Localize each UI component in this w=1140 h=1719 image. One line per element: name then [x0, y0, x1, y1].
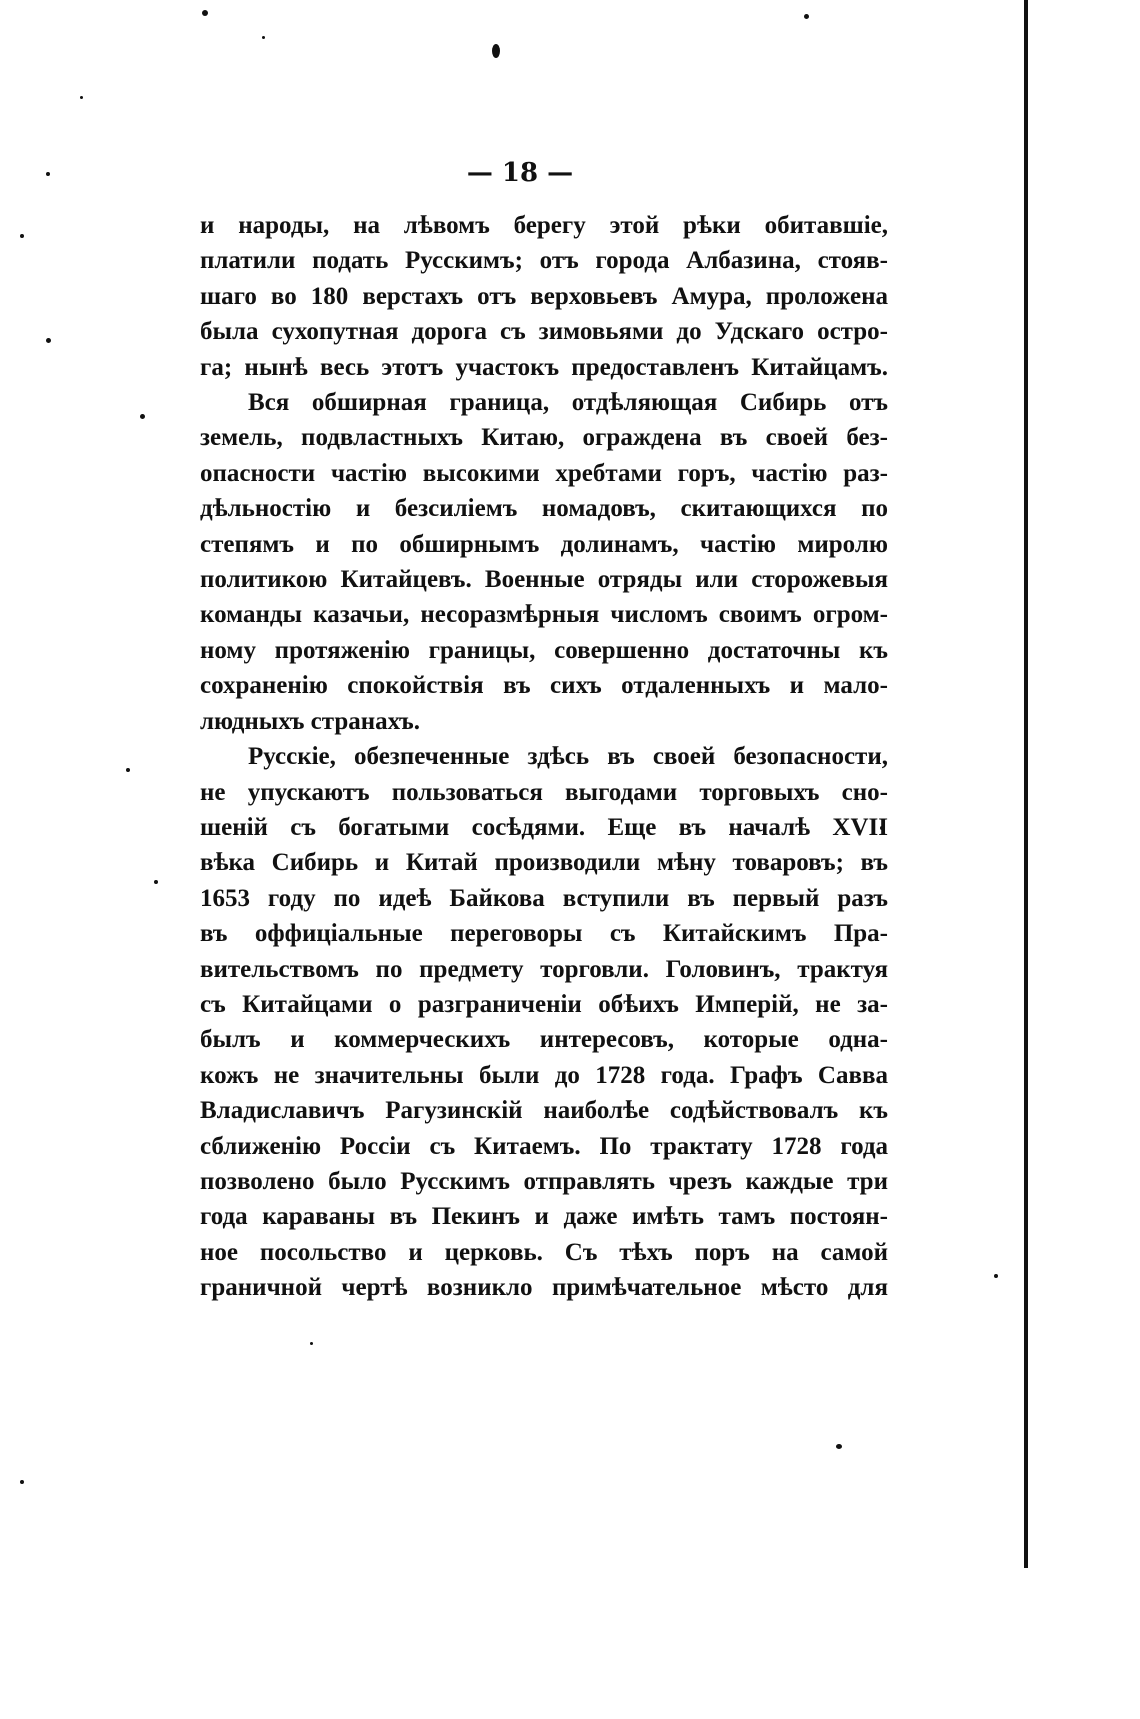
scan-speck — [310, 1342, 313, 1345]
scan-speck — [492, 44, 500, 58]
text-line: земель, подвластныхъ Китаю, ограждена въ своей без- — [200, 424, 888, 452]
text-line: кожъ не значительны были до 1728 года. Графъ Савва — [200, 1061, 888, 1089]
text-line: сближенію Россіи съ Китаемъ. По трактату 1728 года — [200, 1132, 888, 1160]
text-line: степямъ и по обширнымъ долинамъ, частію миролю — [200, 530, 888, 558]
text-line: съ Китайцами о разграниченіи обѣихъ Имперій, не за- — [200, 990, 888, 1018]
text-line: команды казачьи, несоразмѣрныя числомъ своимъ огром- — [200, 601, 888, 629]
scan-speck — [202, 10, 208, 16]
text-line: га; нынѣ весь этотъ участокъ предоставленъ Китайцамъ. — [200, 353, 888, 381]
scan-speck — [46, 338, 51, 343]
text-line: вѣка Сибирь и Китай производили мѣну товаровъ; въ — [200, 849, 888, 877]
text-line: вительствомъ по предмету торговли. Головинъ, трактуя — [200, 955, 888, 983]
text-line: опасности частію высокими хребтами горъ, частію раз- — [200, 459, 888, 487]
body-text — [200, 208, 888, 1306]
text-line: граничной чертѣ возникло примѣчательное мѣсто для — [200, 1274, 888, 1302]
text-line: шеній съ богатыми сосѣдями. Еще въ началѣ XVII — [200, 813, 888, 841]
text-line: шаго во 180 верстахъ отъ верховьевъ Амура, проложена — [200, 282, 888, 310]
text-line: года караваны въ Пекинъ и даже имѣть тамъ постоян- — [200, 1203, 888, 1231]
text-line: Русскіе, обезпеченные здѣсь въ своей безопасности, — [248, 743, 888, 771]
scan-speck — [154, 880, 158, 884]
text-line: не упускаютъ пользоваться выгодами торговыхъ сно- — [200, 778, 888, 806]
text-line: платили подать Русскимъ; отъ города Албазина, стояв- — [200, 247, 888, 275]
scan-speck — [804, 14, 809, 19]
text-line: Вся обширная граница, отдѣляющая Сибирь отъ — [248, 389, 888, 417]
text-line: былъ и коммерческихъ интересовъ, которые одна- — [200, 1026, 888, 1054]
text-line: позволено было Русскимъ отправлять чрезъ каждые три — [200, 1167, 888, 1195]
scan-speck — [126, 768, 130, 772]
text-line: ному протяженію границы, совершенно достаточны къ — [200, 636, 888, 664]
scan-speck — [140, 414, 145, 419]
scan-speck — [836, 1444, 842, 1449]
page-number: — 18 — — [466, 158, 574, 188]
text-line: политикою Китайцевъ. Военные отряды или сторожевыя — [200, 566, 888, 594]
text-line: 1653 году по идеѣ Байкова вступили въ первый разъ — [200, 884, 888, 912]
page-edge-border — [1024, 0, 1028, 1568]
scan-speck — [262, 36, 265, 39]
text-line: людныхъ странахъ. — [200, 707, 421, 735]
scan-speck — [20, 234, 24, 238]
scan-speck — [994, 1274, 998, 1278]
text-line: дѣльностію и безсиліемъ номадовъ, скитающихся по — [200, 495, 888, 523]
text-line: въ оффиціальные переговоры съ Китайскимъ Пра- — [200, 920, 888, 948]
text-line: сохраненію спокойствія въ сихъ отдаленныхъ и мало- — [200, 672, 888, 700]
text-line: Владиславичъ Рагузинскій наиболѣе содѣйствовалъ къ — [200, 1097, 888, 1125]
text-line: и народы, на лѣвомъ берегу этой рѣки обитавшіе, — [200, 212, 888, 239]
text-line: ное посольство и церковь. Съ тѣхъ поръ на самой — [200, 1238, 888, 1266]
scan-speck — [80, 96, 83, 99]
text-line: была сухопутная дорога съ зимовьями до Удскаго остро- — [200, 318, 888, 346]
scan-speck — [20, 1480, 24, 1484]
